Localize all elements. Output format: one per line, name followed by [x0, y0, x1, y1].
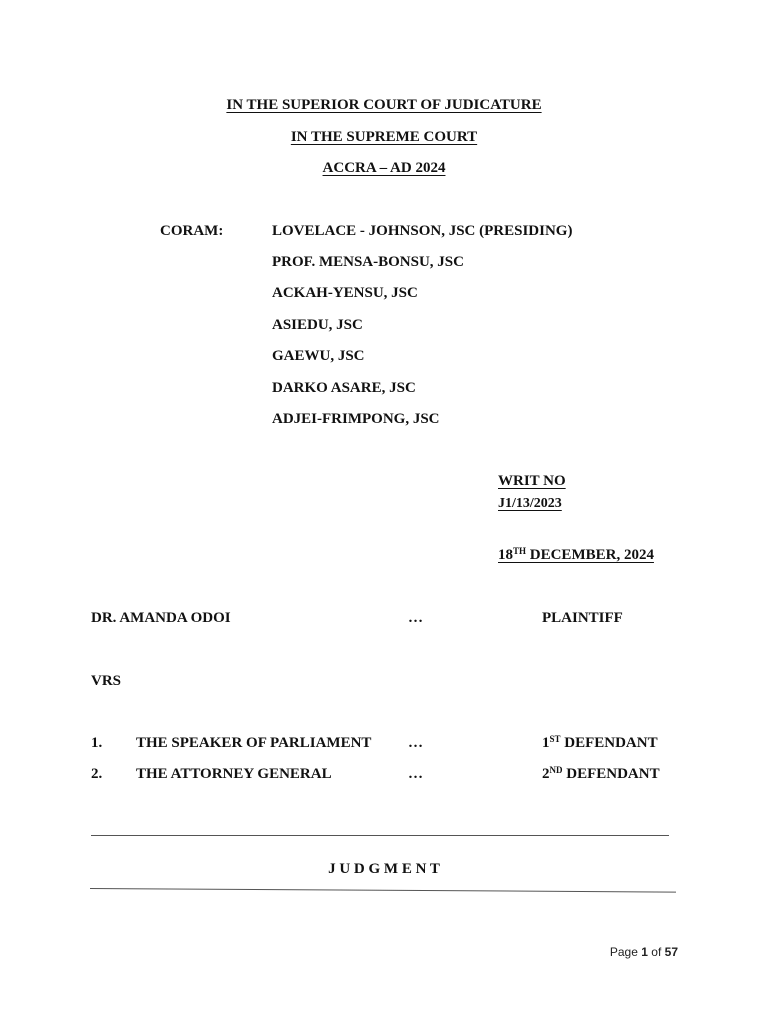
ellipsis: …	[408, 766, 423, 782]
top-divider	[91, 835, 669, 836]
current-page: 1	[641, 945, 648, 959]
total-pages: 57	[664, 945, 678, 959]
plaintiff-role: PLAINTIFF	[542, 610, 623, 626]
versus-label: VRS	[91, 673, 122, 689]
date-day: 18	[498, 547, 513, 563]
defendant-name: THE SPEAKER OF PARLIAMENT	[136, 735, 372, 751]
court-heading: IN THE SUPERIOR COURT OF JUDICATURE	[226, 97, 542, 113]
role-ordinal: 1	[542, 735, 550, 751]
role-text: DEFENDANT	[560, 735, 658, 751]
plaintiff-name: DR. AMANDA ODOI	[91, 610, 231, 626]
judgment-title: J U D G M E N T	[328, 861, 440, 877]
coram-label: CORAM:	[160, 223, 224, 239]
judgment-date	[498, 546, 654, 564]
supreme-court-heading: IN THE SUPREME COURT	[290, 129, 478, 145]
judge-name: LOVELACE - JOHNSON, JSC (PRESIDING)	[272, 223, 573, 239]
judge-name: GAEWU, JSC	[272, 348, 365, 364]
bottom-divider	[90, 888, 676, 893]
page-number	[610, 945, 678, 959]
defendant-number: 2.	[91, 766, 103, 782]
judge-name: ACKAH-YENSU, JSC	[272, 285, 418, 301]
ellipsis: …	[408, 610, 423, 626]
defendant-number: 1.	[91, 735, 103, 751]
role-suffix: ND	[549, 765, 563, 775]
role-suffix: ST	[549, 734, 561, 744]
date-suffix: TH	[513, 546, 527, 556]
defendant-role	[542, 765, 660, 783]
role-ordinal: 2	[542, 766, 550, 782]
judge-name: DARKO ASARE, JSC	[272, 380, 416, 396]
date-rest: DECEMBER, 2024	[526, 547, 654, 563]
judge-name: ADJEI-FRIMPONG, JSC	[272, 411, 440, 427]
place-year-heading: ACCRA – AD 2024	[322, 160, 446, 176]
defendant-name: THE ATTORNEY GENERAL	[136, 766, 332, 782]
page-word: Page	[609, 945, 638, 959]
writ-number: J1/13/2023	[498, 496, 562, 511]
judge-name: PROF. MENSA-BONSU, JSC	[272, 254, 464, 270]
writ-label: WRIT NO	[498, 473, 566, 489]
judge-name: ASIEDU, JSC	[272, 317, 363, 333]
of-word: of	[651, 945, 662, 959]
role-text: DEFENDANT	[562, 766, 660, 782]
defendant-role	[542, 734, 658, 752]
ellipsis: …	[408, 735, 423, 751]
